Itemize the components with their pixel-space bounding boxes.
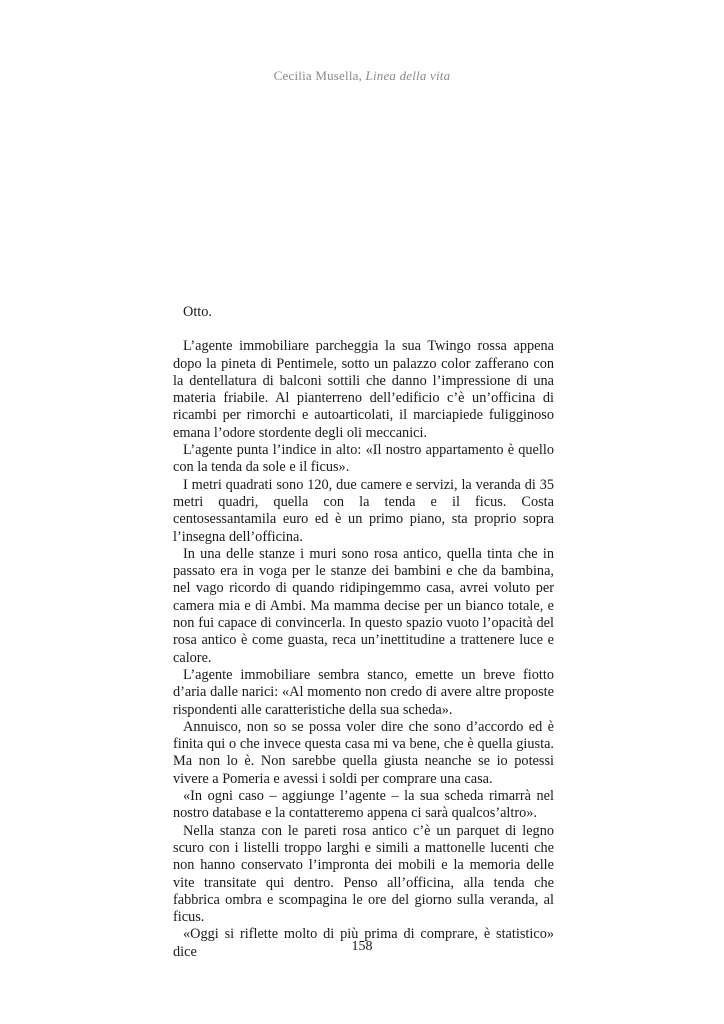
page-number: 158 <box>351 939 373 954</box>
paragraph: «In ogni caso – aggiunge l’agente – la sua scheda rimarrà nel nostro database e la contatteremo appena ci sarà qualcos’altro». <box>173 788 554 822</box>
paragraph: In una delle stanze i muri sono rosa antico, quella tinta che in passato era in voga per le stanze dei bambini e che da bambina, nel vago ricordo di quando ridipingemmo casa, avrei voluto per camera mia e di Ambi. Ma mamma decise per un bianco totale, e non fui capace di convincerla. In questo spazio vuoto l’opacità del rosa antico è come guasta, reca un’inettitudine a trattenere luce e calore. <box>173 545 554 666</box>
paragraph: I metri quadrati sono 120, due camere e servizi, la veranda di 35 metri quadri, quella con la tenda e il ficus. Costa centosessantamila euro ed è un primo piano, sta proprio sopra l’insegna dell’officina. <box>173 476 554 545</box>
header-author: Cecilia Musella, <box>273 68 363 83</box>
paragraph: L’agente immobiliare sembra stanco, emette un breve fiotto d’aria dalle narici: «Al momento non credo di avere altre proposte rispondenti alle caratteristiche della sua scheda». <box>173 666 554 718</box>
paragraph: «Oggi si riflette molto di più prima di comprare, è statistico» dice <box>173 926 554 960</box>
paragraph: L’agente punta l’indice in alto: «Il nostro appartamento è quello con la tenda da sole e il ficus». <box>173 442 554 476</box>
chapter-heading: Otto. <box>183 304 212 320</box>
paragraph: L’agente immobiliare parcheggia la sua Twingo rossa appena dopo la pineta di Pentimele, sotto un palazzo color zafferano con la dentellatura di balconi sottili che danno l’impressione di una materia friabile. Al pianterreno dell’edificio c’è un’officina di ricambi per rimorchi e autoarticolati, il marciapiede fuligginoso emana l’odore stordente degli oli meccanici. <box>173 338 554 441</box>
header-book-title: Linea della vita <box>365 68 451 83</box>
body-text <box>173 304 554 961</box>
running-header <box>0 68 724 84</box>
paragraph: Nella stanza con le pareti rosa antico c’è un parquet di legno scuro con i listelli troppo larghi e simili a mattonelle lucenti che non hanno conservato l’impronta dei mobili e la memoria delle vite transitate qui dentro. Penso all’officina, alla tenda che fabbrica ombra e scompagina le ore del giorno sulla veranda, al ficus. <box>173 822 554 926</box>
paragraph: Annuisco, non so se possa voler dire che sono d’accordo ed è finita qui o che invece questa casa mi va bene, che è quella giusta. Ma non lo è. Non sarebbe quella giusta neanche se io potessi vivere a Pomeria e avessi i soldi per comprare una casa. <box>173 718 554 787</box>
